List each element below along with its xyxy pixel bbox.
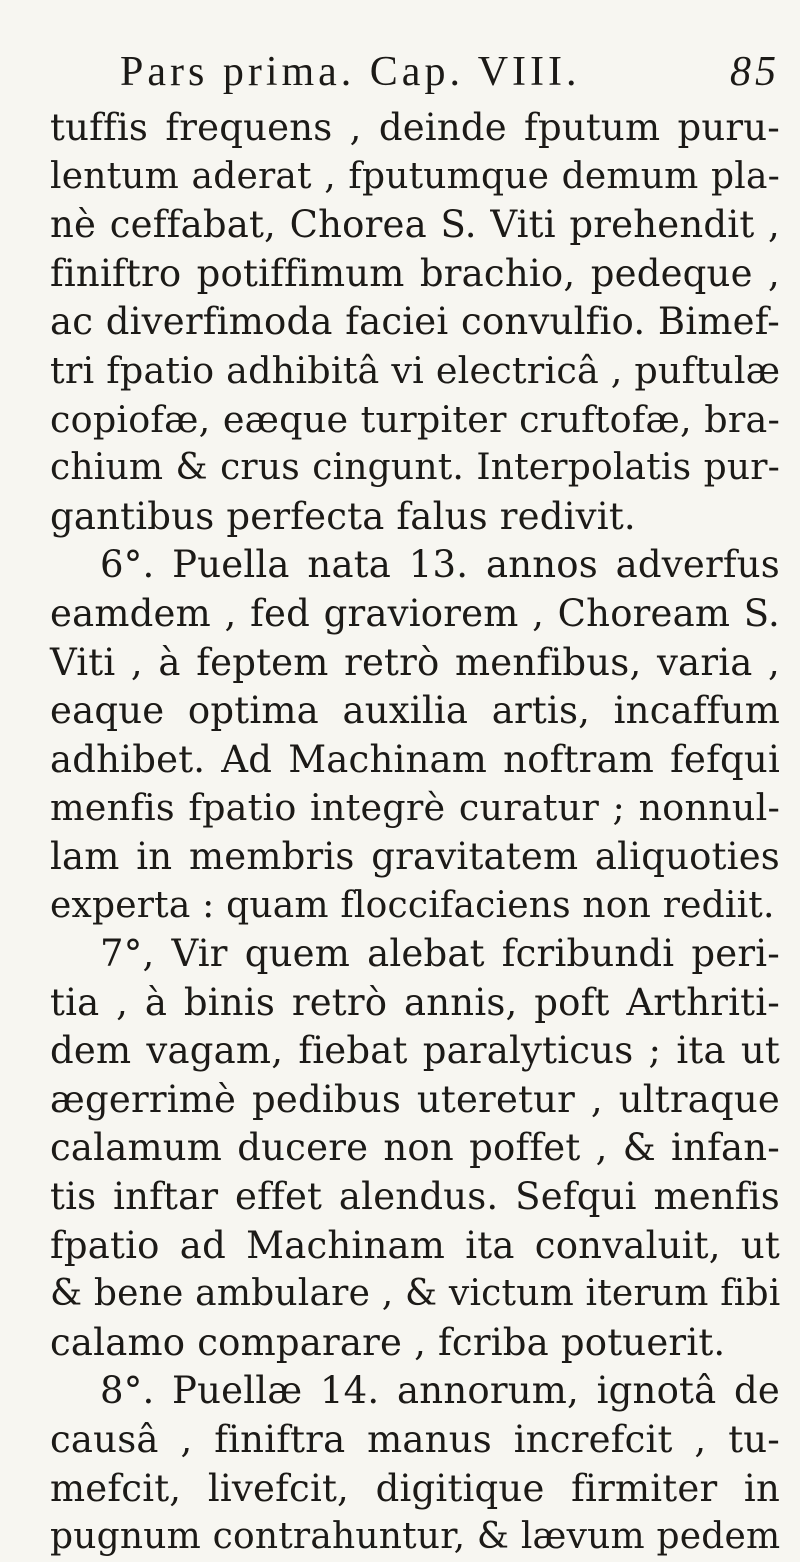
text-line: & bene ambulare , & victum iterum fibi xyxy=(50,1273,781,1315)
text-line: eamdem , fed graviorem , Choream S. xyxy=(50,591,780,635)
text-line: Viti , à feptem retrò menfibus, varia , xyxy=(50,640,780,684)
text-line: gantibus perfecta falus redivit. xyxy=(50,494,636,538)
running-header xyxy=(120,42,780,102)
text-line: finiftro potiffimum brachio, pedeque , xyxy=(50,251,780,295)
text-line: tis inftar effet alendus. Sefqui menfis xyxy=(50,1175,780,1219)
text-line: nè ceffabat, Chorea S. Viti prehendit , xyxy=(50,203,780,247)
text-line: fpatio ad Machinam ita convaluit, ut xyxy=(50,1223,780,1267)
text-line: lentum aderat , fputumque demum pla- xyxy=(50,155,780,197)
text-line: calamum ducere non poffet , & infan- xyxy=(50,1126,780,1170)
text-line: menfis fpatio integrè curatur ; nonnul- xyxy=(50,786,780,830)
text-line: ægerrimè pedibus uteretur , ultraque xyxy=(50,1077,780,1121)
text-line: experta : quam floccifaciens non rediit. xyxy=(50,884,775,926)
text-line: adhibet. Ad Machinam noftram fefqui xyxy=(50,737,780,781)
text-line: chium & crus cingunt. Interpolatis pur- xyxy=(50,447,780,489)
page-number: 85 xyxy=(730,49,780,95)
text-line: 6°. Puella nata 13. annos adverfus xyxy=(100,543,780,587)
text-line: ac diverfimoda faciei convulfio. Bimef- xyxy=(50,300,780,344)
text-line: mefcit, livefcit, digitique firmiter in xyxy=(50,1466,780,1510)
text-line: eaque optima auxilia artis, incaffum xyxy=(50,689,780,733)
text-line: tuffis frequens , deinde fputum puru- xyxy=(50,106,780,149)
text-line: copiofæ, eæque turpiter cruftofæ, bra- xyxy=(50,397,780,441)
body-text xyxy=(50,104,780,1562)
text-line: dem vagam, fiebat paralyticus ; ita ut xyxy=(50,1029,780,1073)
text-line: calamo comparare , fcriba potuerit. xyxy=(50,1320,726,1364)
text-line: lam in membris gravitatem aliquoties xyxy=(50,834,780,878)
text-line: tia , à binis retrò annis, poft Arthriti- xyxy=(50,980,780,1024)
text-line: 7°, Vir quem alebat fcribundi peri- xyxy=(100,932,780,976)
text-line: tri fpatio adhibitâ vi electricâ , puftulæ xyxy=(50,348,781,392)
text-line: pugnum contrahuntur, & lævum pedem xyxy=(50,1516,781,1558)
text-line: causâ , finiftra manus increfcit , tu- xyxy=(50,1418,780,1462)
running-head-title: Pars prima. Cap. VIII. xyxy=(120,49,581,95)
text-line: 8°. Puellæ 14. annorum, ignotâ de xyxy=(100,1369,780,1413)
